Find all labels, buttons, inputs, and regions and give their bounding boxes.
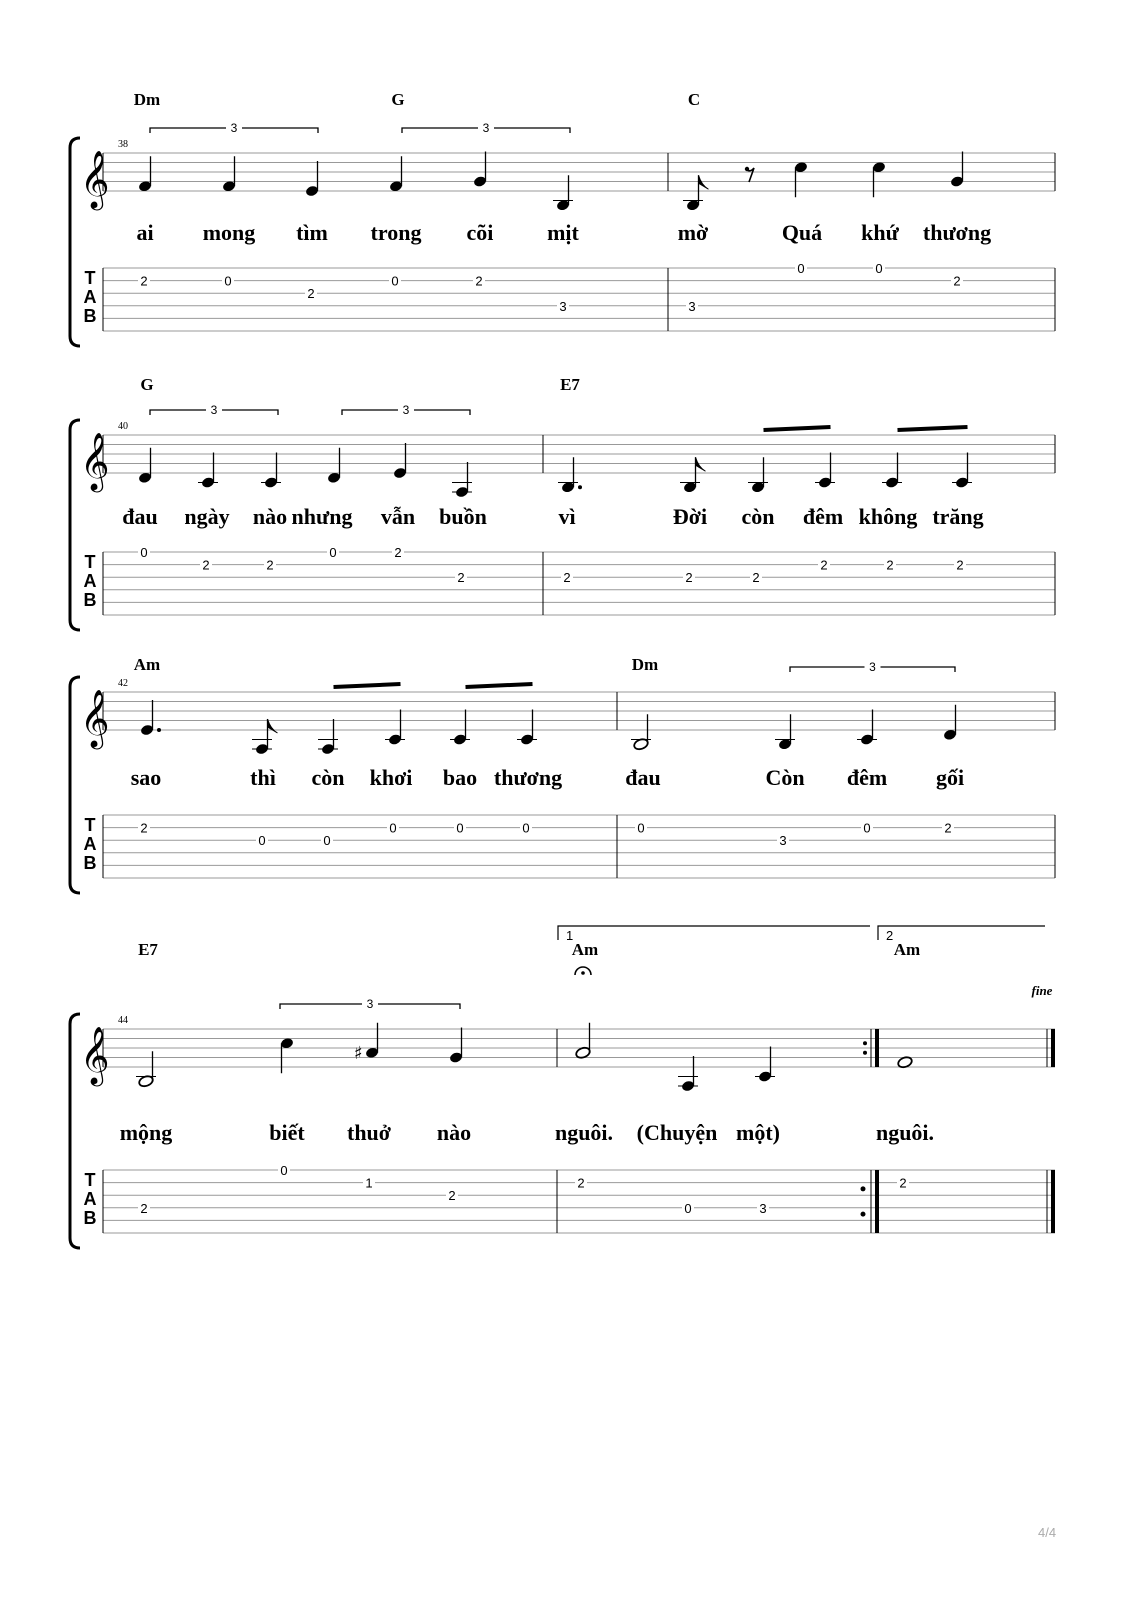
lyric-syllable: Đời (672, 504, 708, 529)
tab-fret-number: 2 (140, 820, 148, 836)
volta-bracket-2 (878, 926, 1045, 940)
lyric-syllable: sao (130, 765, 162, 790)
chord-symbol: E7 (138, 940, 158, 959)
augmentation-dot (157, 728, 161, 732)
system-bracket (70, 420, 80, 630)
volta-number: 2 (886, 928, 894, 943)
tab-label-b: B (83, 306, 97, 326)
tab-fret-number: 0 (456, 820, 464, 836)
lyric-syllable: thương (493, 765, 563, 790)
measure-number: 42 (118, 678, 128, 689)
system-3 (70, 667, 1055, 893)
tab-fret-number: 0 (863, 820, 871, 836)
tab-fret-number: 2 (475, 273, 483, 289)
lyric-syllable: một) (736, 1120, 780, 1145)
tuplet-number: 3 (366, 997, 374, 1011)
tab-fret-number: 0 (875, 261, 883, 276)
lyric-syllable: cõi (466, 220, 494, 245)
treble-clef-icon: 𝄞 (80, 150, 110, 208)
tab-label-a: A (83, 834, 97, 854)
lyric-syllable: thuở (347, 1120, 391, 1145)
treble-clef-icon: 𝄞 (80, 1026, 110, 1084)
system-bracket (70, 138, 80, 346)
measure-number: 44 (118, 1015, 128, 1026)
chord-symbol: Dm (133, 90, 161, 109)
eighth-flag (268, 719, 278, 733)
tab-fret-number: 2 (448, 1188, 456, 1204)
tab-fret-number: 2 (752, 570, 760, 586)
lyric-syllable: ai (136, 220, 154, 245)
chord-symbol: G (391, 90, 405, 109)
volta-bracket-1 (558, 926, 870, 940)
tab-fret-number: 3 (559, 298, 567, 314)
volta-number: 1 (566, 928, 574, 943)
lyric-syllable: trăng (932, 504, 984, 529)
measure-number: 38 (118, 139, 128, 150)
tuplet-number: 3 (230, 121, 238, 135)
tab-label-b: B (83, 590, 97, 610)
tab-fret-number: 2 (899, 1175, 907, 1191)
tab-fret-number: 2 (953, 273, 961, 289)
tab-fret-number: 0 (258, 833, 266, 849)
repeat-dot (863, 1041, 867, 1045)
chord-symbol: Am (893, 940, 921, 959)
lyric-syllable: ngày (184, 504, 230, 529)
chord-symbol: Dm (631, 655, 659, 674)
tab-fret-number: 0 (280, 1163, 288, 1178)
lyric-syllable: đêm (802, 504, 844, 529)
lyric-syllable: Quá (781, 220, 823, 245)
tab-fret-number: 3 (779, 833, 787, 849)
lyric-syllable: mịt (547, 220, 579, 245)
tab-label-t: T (84, 552, 96, 572)
beam (466, 684, 533, 687)
tuplet-number: 3 (482, 121, 490, 135)
lyric-syllable: tìm (296, 220, 328, 245)
lyric-syllable: thì (250, 765, 276, 790)
final-barline-thick (1051, 1029, 1055, 1067)
tab-fret-number: 2 (886, 557, 894, 573)
tab-label-b: B (83, 853, 97, 873)
chord-symbol: Am (133, 655, 161, 674)
beam (334, 684, 401, 687)
system-bracket (70, 677, 80, 893)
tab-fret-number: 2 (577, 1175, 585, 1191)
lyric-syllable: biết (269, 1120, 305, 1145)
eighth-flag (696, 457, 706, 471)
measure-number: 40 (118, 421, 128, 432)
tab-fret-number: 0 (323, 833, 331, 849)
lyric-syllable: còn (741, 504, 775, 529)
tab-fret-number: 0 (140, 545, 148, 560)
repeat-dot (863, 1051, 867, 1055)
lyric-syllable: gối (935, 765, 965, 790)
lyric-syllable: nguôi. (554, 1120, 614, 1145)
tuplet-number: 3 (402, 403, 410, 417)
tab-fret-number: 2 (685, 570, 693, 586)
tab-fret-number: 0 (389, 820, 397, 836)
tab-fret-number: 2 (140, 1200, 148, 1216)
tab-fret-number: 0 (522, 820, 530, 836)
tuplet-number: 3 (210, 403, 218, 417)
tab-fret-number: 3 (688, 298, 696, 314)
lyric-syllable: không (858, 504, 918, 529)
beam (898, 427, 968, 430)
lyric-syllable: mộng (119, 1120, 173, 1145)
eighth-flag (699, 175, 709, 189)
beam (764, 427, 831, 430)
tab-label-t: T (84, 815, 96, 835)
tab-label-a: A (83, 1189, 97, 1209)
tab-fret-number: 1 (365, 1175, 373, 1191)
tab-fret-number: 2 (140, 273, 148, 289)
tab-fret-number: 3 (759, 1200, 767, 1216)
fermata-icon (581, 971, 585, 975)
tuplet-number: 3 (869, 660, 876, 674)
tab-label-t: T (84, 268, 96, 288)
augmentation-dot (578, 485, 582, 489)
chord-symbol: E7 (560, 375, 580, 394)
lyric-syllable: (Chuyện (636, 1120, 718, 1145)
lyric-syllable: vẫn (380, 504, 416, 529)
lyric-syllable: khứ (861, 220, 899, 245)
lyric-syllable: nguôi. (875, 1120, 935, 1145)
lyric-syllable: mong (202, 220, 256, 245)
tab-fret-number: 0 (391, 273, 399, 289)
lyric-syllable: thương (922, 220, 992, 245)
repeat-dot (861, 1212, 866, 1217)
lyric-syllable: nào (436, 1120, 472, 1145)
tab-fret-number: 2 (820, 557, 828, 573)
final-barline-thick (1051, 1170, 1055, 1233)
lyric-syllable: bao (442, 765, 478, 790)
tab-fret-number: 0 (684, 1200, 692, 1216)
lyric-syllable: nhưng (291, 504, 353, 529)
system-4 (70, 926, 1055, 1248)
chord-symbol: G (140, 375, 154, 394)
lyric-syllable: vì (558, 504, 576, 529)
tab-fret-number: 2 (457, 570, 465, 586)
lyric-syllable: còn (311, 765, 345, 790)
treble-clef-icon: 𝄞 (80, 689, 110, 747)
sharp-icon: ♯ (354, 1042, 363, 1064)
lyric-syllable: khơi (369, 765, 413, 790)
repeat-dot (861, 1186, 866, 1191)
treble-clef-icon: 𝄞 (80, 432, 110, 490)
tab-fret-number: 2 (563, 570, 571, 586)
tab-label-t: T (84, 1170, 96, 1190)
eighth-rest (745, 167, 749, 171)
tab-fret-number: 2 (202, 557, 210, 573)
chord-symbol: Am (571, 940, 599, 959)
tab-fret-number: 0 (637, 820, 645, 836)
lyric-syllable: đau (122, 504, 158, 529)
system-bracket (70, 1014, 80, 1248)
lyric-syllable: đau (625, 765, 661, 790)
tab-fret-number: 2 (944, 820, 952, 836)
lyric-syllable: Còn (765, 765, 805, 790)
tab-fret-number: 0 (797, 261, 805, 276)
page-number: 4/4 (1038, 1525, 1057, 1540)
lyric-syllable: mờ (677, 220, 709, 245)
repeat-barline-thick (875, 1029, 879, 1067)
tab-fret-number: 2 (394, 545, 402, 560)
lyric-syllable: buồn (439, 504, 487, 529)
tab-fret-number: 2 (956, 557, 964, 573)
tab-fret-number: 2 (266, 557, 274, 573)
repeat-barline-thick (875, 1170, 879, 1233)
chord-symbol: C (687, 90, 701, 109)
tab-label-a: A (83, 571, 97, 591)
tab-label-a: A (83, 287, 97, 307)
fine-marking: fine (1031, 983, 1053, 998)
tab-fret-number: 0 (329, 545, 337, 560)
lyric-syllable: nào (252, 504, 288, 529)
tab-fret-number: 2 (307, 286, 315, 302)
tab-fret-number: 0 (224, 273, 232, 289)
lyric-syllable: đêm (846, 765, 888, 790)
tab-label-b: B (83, 1208, 97, 1228)
lyric-syllable: trong (370, 220, 422, 245)
